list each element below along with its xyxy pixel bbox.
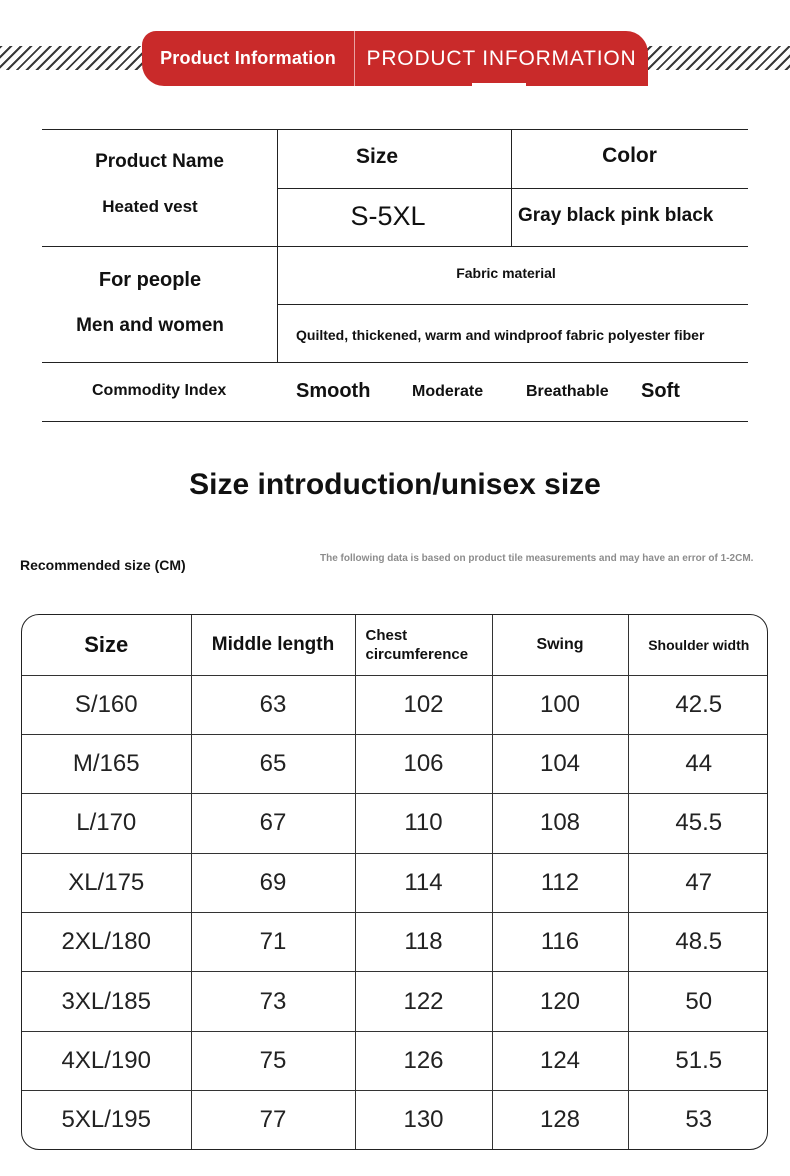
header-swing: Swing: [492, 615, 628, 675]
cell-swing: 112: [492, 853, 628, 912]
table-row: [22, 1031, 768, 1090]
cell-size: 4XL/190: [22, 1031, 191, 1090]
table-row: [22, 1091, 768, 1149]
cell-size: S/160: [22, 675, 191, 734]
info-rule: [277, 188, 748, 189]
decorative-hatch-left: [0, 46, 150, 70]
cell-chest: 118: [355, 913, 492, 972]
for-people-label: For people: [98, 269, 202, 291]
index-moderate: Moderate: [412, 383, 484, 400]
table-row: [22, 675, 768, 734]
header-middle-length: Middle length: [191, 615, 355, 675]
banner-title-long: PRODUCT INFORMATION: [355, 47, 648, 71]
info-rule: [277, 304, 748, 305]
table-row: [22, 734, 768, 793]
banner-underline: [472, 83, 526, 86]
table-row: [22, 913, 768, 972]
cell-swing: 124: [492, 1031, 628, 1090]
size-label: Size: [355, 145, 399, 168]
info-rule: [42, 421, 748, 422]
table-row: [22, 794, 768, 853]
product-name-value: Heated vest: [102, 197, 198, 216]
cell-size: M/165: [22, 734, 191, 793]
cell-chest: 114: [355, 853, 492, 912]
cell-shoulder: 45.5: [628, 794, 768, 853]
cell-swing: 104: [492, 734, 628, 793]
cell-shoulder: 50: [628, 972, 768, 1031]
measurement-note: The following data is based on product tile measurements and may have an error of 1-2CM.: [320, 553, 754, 564]
cell-chest: 102: [355, 675, 492, 734]
cell-swing: 108: [492, 794, 628, 853]
size-chart-table: [21, 614, 768, 1150]
size-value: S-5XL: [350, 201, 426, 231]
cell-shoulder: 53: [628, 1091, 768, 1149]
size-chart-header-row: [22, 615, 768, 675]
cell-middle-length: 75: [191, 1031, 355, 1090]
cell-swing: 120: [492, 972, 628, 1031]
cell-middle-length: 69: [191, 853, 355, 912]
cell-middle-length: 71: [191, 913, 355, 972]
index-smooth: Smooth: [296, 380, 371, 402]
size-section-title: Size introduction/unisex size: [189, 468, 601, 501]
cell-middle-length: 65: [191, 734, 355, 793]
index-soft: Soft: [641, 380, 680, 402]
cell-middle-length: 63: [191, 675, 355, 734]
header-chest-circumference: Chest circumference: [355, 615, 492, 675]
color-value: Gray black pink black: [518, 205, 714, 226]
index-breathable: Breathable: [526, 383, 609, 400]
decorative-hatch-right: [640, 46, 790, 70]
cell-size: L/170: [22, 794, 191, 853]
product-name-label: Product Name: [95, 151, 224, 172]
cell-chest: 122: [355, 972, 492, 1031]
table-row: [22, 853, 768, 912]
cell-shoulder: 47: [628, 853, 768, 912]
cell-size: XL/175: [22, 853, 191, 912]
cell-swing: 100: [492, 675, 628, 734]
banner-title-short: Product Information: [160, 48, 336, 68]
header-size: Size: [22, 615, 191, 675]
cell-size: 5XL/195: [22, 1091, 191, 1149]
cell-middle-length: 77: [191, 1091, 355, 1149]
header-shoulder-width: Shoulder width: [628, 615, 768, 675]
cell-shoulder: 51.5: [628, 1031, 768, 1090]
cell-size: 3XL/185: [22, 972, 191, 1031]
cell-chest: 110: [355, 794, 492, 853]
recommended-size-label: Recommended size (CM): [20, 557, 186, 573]
cell-shoulder: 48.5: [628, 913, 768, 972]
info-rule: [42, 129, 748, 130]
cell-swing: 128: [492, 1091, 628, 1149]
info-rule: [42, 246, 748, 247]
for-people-value: Men and women: [76, 315, 224, 336]
cell-chest: 130: [355, 1091, 492, 1149]
cell-chest: 126: [355, 1031, 492, 1090]
color-label: Color: [602, 144, 657, 167]
commodity-index-label: Commodity Index: [92, 382, 227, 399]
cell-middle-length: 73: [191, 972, 355, 1031]
fabric-material-label: Fabric material: [456, 265, 556, 281]
product-information-banner: [142, 31, 648, 86]
cell-swing: 116: [492, 913, 628, 972]
info-rule: [42, 362, 748, 363]
cell-shoulder: 44: [628, 734, 768, 793]
fabric-material-value: Quilted, thickened, warm and windproof fabric polyester fiber: [296, 327, 705, 343]
cell-size: 2XL/180: [22, 913, 191, 972]
table-row: [22, 972, 768, 1031]
cell-chest: 106: [355, 734, 492, 793]
cell-middle-length: 67: [191, 794, 355, 853]
cell-shoulder: 42.5: [628, 675, 768, 734]
